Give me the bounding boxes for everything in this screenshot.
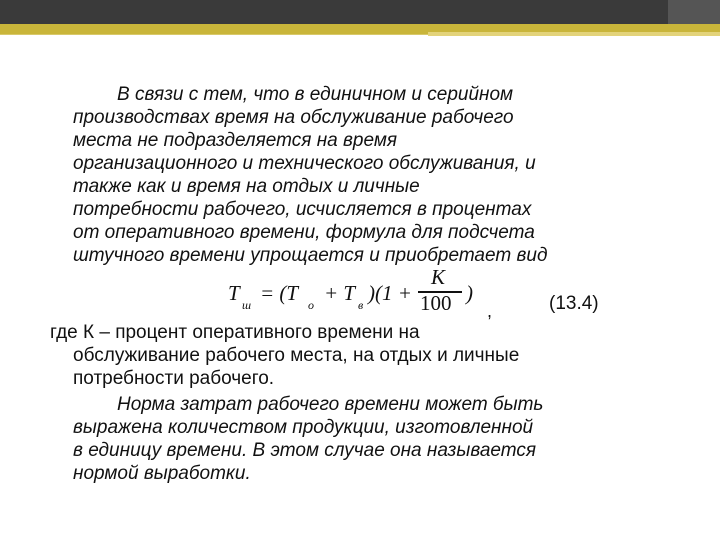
formula-T: T	[228, 281, 240, 305]
text-line: выражена количеством продукции, изготовленной	[73, 417, 534, 438]
equation-number: (13.4)	[549, 293, 599, 314]
text-line: также как и время на отдых и личные	[73, 176, 420, 197]
text-line: В связи с тем, что в единичном и серийном	[117, 84, 514, 105]
text-line: где К – процент оперативного времени на	[50, 322, 420, 343]
text-line: Норма затрат рабочего времени может быть	[117, 394, 544, 415]
text-line: потребности рабочего.	[73, 368, 275, 389]
text-line: места не подразделяется на время	[73, 130, 398, 151]
text-line: в единицу времени. В этом случае она называется	[73, 440, 537, 461]
formula-numerator: K	[431, 265, 446, 289]
piece-time-formula	[228, 265, 488, 322]
text-line: организационного и технического обслуживания, и	[73, 153, 536, 174]
text-line: потребности рабочего, исчисляется в процентах	[73, 199, 532, 220]
formula-comma: ,	[487, 301, 493, 321]
text-line: штучного времени упрощается и приобретает вид	[73, 245, 548, 266]
text-line: производствах время на обслуживание рабочего	[73, 107, 514, 128]
formula-sub-sh: ш	[242, 298, 252, 312]
formula-eq: = (T	[260, 281, 299, 305]
formula-sub-o: о	[308, 298, 314, 312]
text-line: обслуживание рабочего места, на отдых и личные	[73, 345, 520, 366]
formula-sub-v: в	[358, 298, 364, 312]
formula-close: )	[466, 281, 473, 305]
formula-plus: + T	[324, 281, 356, 305]
text-line: нормой выработки.	[73, 463, 251, 484]
formula-paren: )(1 +	[368, 281, 412, 305]
formula-denominator: 100	[420, 291, 452, 315]
text-line: от оперативного времени, формула для подсчета	[73, 222, 535, 243]
